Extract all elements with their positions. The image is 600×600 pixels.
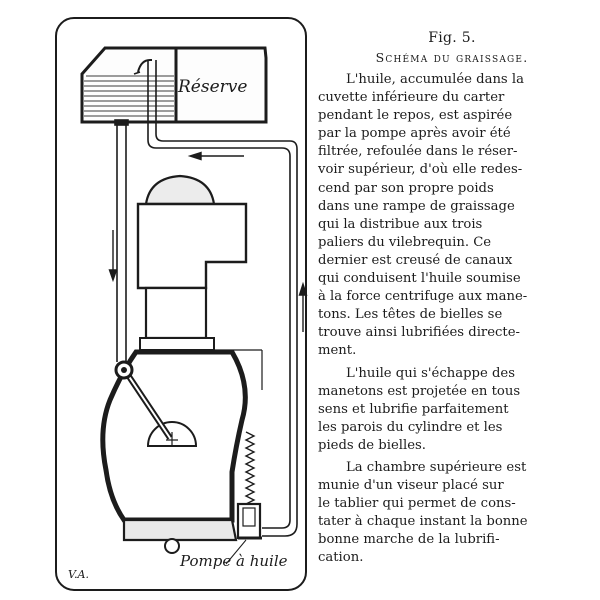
text-line: filtrée, refoulée dans le réser-: [318, 144, 518, 160]
text-line: les parois du cylindre et les: [318, 419, 503, 435]
text-line: tater à chaque instant la bonne: [318, 514, 528, 530]
text-line: cend par son propre poids: [318, 180, 494, 196]
text-line: dans une rampe de graissage: [318, 198, 515, 214]
text-line: dernier est creusé de canaux: [318, 252, 513, 268]
text-line: L'huile, accumulée dans la: [346, 72, 524, 87]
text-column: [318, 30, 586, 572]
text-line: La chambre supérieure est: [346, 459, 527, 475]
text-line: pendant le repos, est aspirée: [318, 108, 513, 124]
descending-pipe: [115, 120, 128, 362]
text-line: sens et lubrifie parfaitement: [318, 401, 509, 417]
cylinder-barrel: [146, 288, 206, 338]
text-line: qui conduisent l'huile soumise: [318, 271, 521, 287]
pump-spring: [246, 432, 254, 504]
text-line: trouve ainsi lubrifiées directe-: [318, 325, 520, 341]
text-line: pieds de bielles.: [318, 437, 426, 453]
text-line: munie d'un viseur placé sur: [318, 478, 504, 494]
valve-chest: [138, 204, 246, 288]
left-arrow-icon: [190, 153, 244, 160]
text-line: par la pompe après avoir été: [318, 126, 511, 142]
text-line: manetons est projetée en tous: [318, 383, 521, 399]
artist-signature: V.A.: [68, 568, 89, 581]
pump-label: Pompe à huile: [180, 552, 288, 570]
paragraph: [318, 71, 586, 361]
oil-pump: [238, 432, 262, 538]
text-line: à la force centrifuge aux mane-: [318, 289, 528, 305]
text-line: bonne marche de la lubrifi-: [318, 532, 500, 548]
text-line: ment.: [318, 343, 357, 359]
text-line: tons. Les têtes de bielles se: [318, 307, 503, 323]
reserve-label: Réserve: [178, 77, 248, 97]
figure-caption: Schéma du graissage.: [375, 50, 529, 65]
text-line: voir supérieur, d'où elle redes-: [318, 162, 523, 178]
figure-number: Fig. 5.: [428, 30, 476, 46]
lubrication-diagram: [52, 12, 310, 594]
drain-plug: [165, 539, 179, 553]
text-line: cation.: [318, 550, 364, 566]
text-line: cuvette inférieure du carter: [318, 90, 505, 106]
cylinder-head: [146, 176, 214, 204]
text-line: paliers du vilebrequin. Ce: [318, 234, 492, 250]
down-arrow-icon: [110, 230, 117, 280]
paragraph: [318, 459, 586, 568]
oil-sump: [124, 520, 236, 540]
paragraph: [318, 365, 586, 455]
text-line: qui la distribue aux trois: [318, 216, 483, 232]
text-line: le tablier qui permet de cons-: [318, 496, 516, 512]
text-line: L'huile qui s'échappe des: [346, 365, 515, 381]
